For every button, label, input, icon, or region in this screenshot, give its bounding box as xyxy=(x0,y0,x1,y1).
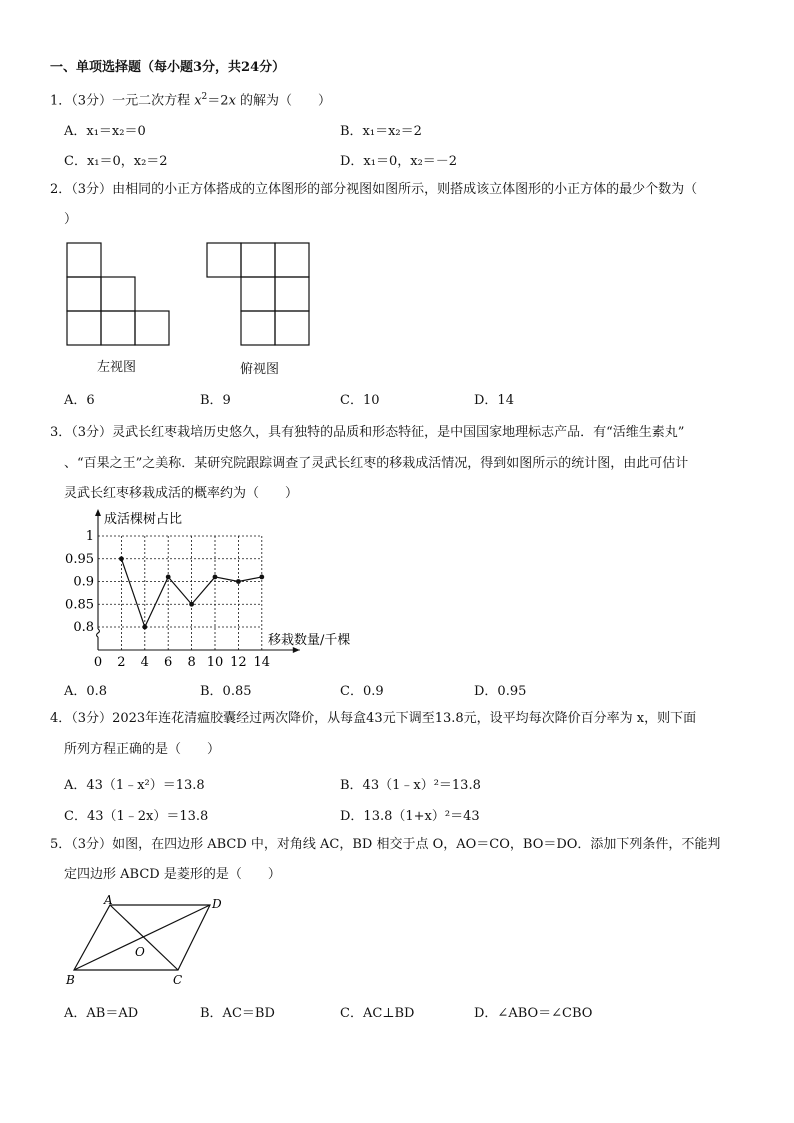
option-a[interactable]: A．x₁＝x₂＝0 xyxy=(64,124,146,139)
data-point xyxy=(119,556,124,561)
option-b[interactable]: B．43（1﹣x）²＝13.8 xyxy=(340,778,481,793)
left-view-figure xyxy=(66,242,174,350)
x-tick-label: 14 xyxy=(253,655,271,670)
option-a[interactable]: A．AB＝AD xyxy=(64,1006,139,1021)
cube-square xyxy=(241,311,275,345)
vertex-label-d: D xyxy=(212,897,222,911)
question-4: 4．（3分）2023年连花清瘟胶囊经过两次降价，从每盒43元下调至13.8元，设平均每次降价百分率为 x，则下面 xyxy=(50,711,697,726)
y-axis-label: 成活棵树占比 xyxy=(104,512,183,527)
vertex-label-c: C xyxy=(173,973,183,987)
question-5: 5．（3分）如图，在四边形 ABCD 中，对角线 AC，BD 相交于点 O，AO＝CO，BO＝DO．添加下列条件，不能判 xyxy=(50,837,721,852)
cube-square xyxy=(275,311,309,345)
cube-square xyxy=(241,243,275,277)
question-score: （3分） xyxy=(71,182,113,197)
data-point xyxy=(236,579,241,584)
x-tick-label: 4 xyxy=(140,655,149,670)
option-d[interactable]: D．13.8（1+x）²＝43 xyxy=(340,809,480,824)
cube-square xyxy=(207,243,241,277)
question-score: （3分） xyxy=(71,93,113,109)
x-tick-label: 6 xyxy=(164,655,173,670)
option-a[interactable]: A．43（1﹣x²）＝13.8 xyxy=(64,778,205,793)
question-5-stem-line2: 定四边形 ABCD 是菱形的是（ ） xyxy=(64,867,281,882)
option-b[interactable]: B．0.85 xyxy=(200,684,252,699)
option-a[interactable]: A．0.8 xyxy=(64,684,108,699)
x-tick-label: 8 xyxy=(187,655,196,670)
survival-rate-chart xyxy=(60,505,380,675)
x-tick-label: 10 xyxy=(206,655,224,670)
question-number: 5． xyxy=(50,837,72,852)
diagonal-ac xyxy=(110,905,178,970)
y-tick-label: 0.8 xyxy=(73,620,94,635)
y-axis-arrow xyxy=(95,509,101,516)
data-point xyxy=(166,575,171,580)
cube-square xyxy=(241,277,275,311)
option-d[interactable]: D．∠ABO＝∠CBO xyxy=(474,1006,593,1021)
x-axis-label: 移栽数量/千棵 xyxy=(268,633,351,648)
top-view-figure xyxy=(206,242,314,350)
option-a[interactable]: A．6 xyxy=(64,393,95,408)
option-b[interactable]: B．x₁＝x₂＝2 xyxy=(340,124,422,139)
cube-square xyxy=(275,277,309,311)
question-number: 3． xyxy=(50,425,72,440)
question-number: 4． xyxy=(50,711,72,726)
cube-square xyxy=(101,277,135,311)
question-number: 2． xyxy=(50,182,72,197)
data-point xyxy=(259,575,264,580)
question-score: （3分） xyxy=(71,711,113,726)
cube-square xyxy=(67,277,101,311)
y-tick-label: 1 xyxy=(85,529,94,544)
y-tick-label: 0.95 xyxy=(65,551,94,567)
cube-square xyxy=(67,311,101,345)
question-score: （3分） xyxy=(71,837,113,852)
left-view-caption: 左视图 xyxy=(97,360,137,375)
x-tick-label: 12 xyxy=(230,655,247,670)
question-3-stem-line2: 、“百果之王”之美称．某研究院跟踪调查了灵武长红枣的移栽成活情况，得到如图所示的统计图，由此可估计 xyxy=(64,456,689,471)
quadrilateral-figure xyxy=(60,892,240,992)
question-number: 1． xyxy=(50,93,72,109)
x-tick-label: 0 xyxy=(93,655,103,670)
question-1: 1．（3分）一元二次方程 $x^2=2x$ 的解为（ ） xyxy=(50,92,332,109)
option-b[interactable]: B．AC＝BD xyxy=(200,1006,275,1021)
question-4-stem-line2: 所列方程正确的是（ ） xyxy=(64,742,221,757)
option-d[interactable]: D．x₁＝0，x₂＝－2 xyxy=(340,154,458,169)
vertex-label-a: A xyxy=(104,893,113,907)
chart-axes xyxy=(95,509,300,653)
center-label-o: O xyxy=(135,945,145,959)
option-c[interactable]: C．x₁＝0，x₂＝2 xyxy=(64,154,168,169)
y-tick-label: 0.9 xyxy=(73,574,94,590)
cube-square xyxy=(67,243,101,277)
option-c[interactable]: C．0.9 xyxy=(340,684,384,699)
section-title: 一、单项选择题（每小题3分，共24分） xyxy=(50,60,286,75)
question-2: 2．（3分）由相同的小正方体搭成的立体图形的部分视图如图所示，则搭成该立体图形的小正方体的最少个数为（ xyxy=(50,182,698,197)
question-score: （3分） xyxy=(71,425,113,440)
data-point xyxy=(189,602,194,607)
x-tick-label: 2 xyxy=(117,655,126,670)
question-2-stem-line2: ） xyxy=(64,212,78,227)
option-b[interactable]: B．9 xyxy=(200,393,231,408)
cube-square xyxy=(101,311,135,345)
vertex-label-b: B xyxy=(66,973,75,987)
y-tick-label: 0.85 xyxy=(65,597,94,613)
chart-grid xyxy=(98,536,262,650)
data-point xyxy=(142,625,147,630)
top-view-caption: 俯视图 xyxy=(240,362,280,377)
axis-break-symbol xyxy=(97,629,100,637)
chart-tick-labels xyxy=(65,529,270,670)
option-d[interactable]: D．14 xyxy=(474,393,514,408)
option-d[interactable]: D．0.95 xyxy=(474,684,527,699)
cube-square xyxy=(275,243,309,277)
question-3-stem-line3: 灵武长红枣移栽成活的概率约为（ ） xyxy=(64,486,299,501)
question-3: 3．（3分）灵武长红枣栽培历史悠久，具有独特的品质和形态特征，是中国国家地理标志产品．有“活维生素丸” xyxy=(50,425,685,440)
option-c[interactable]: C．10 xyxy=(340,393,380,408)
option-c[interactable]: C．AC⊥BD xyxy=(340,1006,415,1021)
data-point xyxy=(213,575,218,580)
cube-square xyxy=(135,311,169,345)
diagonal-bd xyxy=(74,905,210,970)
option-c[interactable]: C．43（1﹣2x）＝13.8 xyxy=(64,809,209,824)
